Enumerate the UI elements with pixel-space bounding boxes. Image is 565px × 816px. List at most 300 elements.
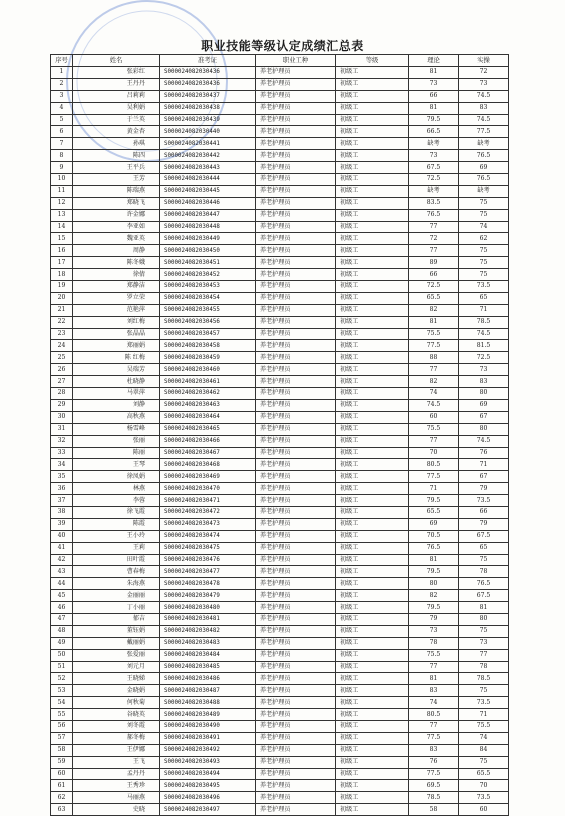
table-row [51, 744, 509, 756]
table-row [51, 459, 509, 471]
row-exam-id: S000024082030458 [160, 340, 256, 352]
row-name: 吕莉莉 [73, 90, 160, 102]
row-exam-id: S000024082030491 [160, 732, 256, 744]
row-practice-score: 78.5 [459, 316, 509, 328]
row-level: 初级工 [336, 281, 409, 293]
row-occupation: 养老护理员 [256, 185, 336, 197]
row-level: 初级工 [336, 673, 409, 685]
row-level: 初级工 [336, 304, 409, 316]
table-row [51, 495, 509, 507]
table-row [51, 768, 509, 780]
row-exam-id: S000024082030483 [160, 637, 256, 649]
row-name: 金丽丽 [73, 590, 160, 602]
row-theory-score: 81 [409, 554, 459, 566]
row-practice-score: 71 [459, 459, 509, 471]
row-exam-id: S000024082030451 [160, 257, 256, 269]
table-row [51, 804, 509, 816]
row-theory-score: 79.5 [409, 114, 459, 126]
row-index: 24 [51, 340, 73, 352]
table-row [51, 780, 509, 792]
row-theory-score: 83.5 [409, 197, 459, 209]
row-name: 李亚如 [73, 221, 160, 233]
row-name: 陈 红梅 [73, 352, 160, 364]
row-practice-score: 76.5 [459, 174, 509, 186]
row-practice-score: 75 [459, 245, 509, 257]
row-occupation: 养老护理员 [256, 162, 336, 174]
row-name: 黄金杏 [73, 126, 160, 138]
row-exam-id: S000024082030480 [160, 602, 256, 614]
table-row [51, 364, 509, 376]
row-index: 29 [51, 399, 73, 411]
row-index: 25 [51, 352, 73, 364]
table-row [51, 78, 509, 90]
table-row [51, 138, 509, 150]
row-exam-id: S000024082030488 [160, 697, 256, 709]
row-name: 刘红梅 [73, 316, 160, 328]
row-level: 初级工 [336, 269, 409, 281]
row-name: 郑晓飞 [73, 197, 160, 209]
row-practice-score: 75 [459, 554, 509, 566]
row-level: 初级工 [336, 328, 409, 340]
row-occupation: 养老护理员 [256, 756, 336, 768]
row-level: 初级工 [336, 162, 409, 174]
row-theory-score: 75.5 [409, 328, 459, 340]
row-name: 王秀珍 [73, 780, 160, 792]
row-practice-score: 74.5 [459, 328, 509, 340]
row-level: 初级工 [336, 756, 409, 768]
row-occupation: 养老护理员 [256, 340, 336, 352]
row-name: 王莉 [73, 542, 160, 554]
row-practice-score: 73 [459, 78, 509, 90]
row-practice-score: 80 [459, 423, 509, 435]
row-occupation: 养老护理员 [256, 281, 336, 293]
row-occupation: 养老护理员 [256, 483, 336, 495]
row-level: 初级工 [336, 221, 409, 233]
row-occupation: 养老护理员 [256, 661, 336, 673]
row-theory-score: 79.5 [409, 566, 459, 578]
row-occupation: 养老护理员 [256, 506, 336, 518]
row-name: 陈四 [73, 150, 160, 162]
row-theory-score: 73 [409, 625, 459, 637]
row-exam-id: S000024082030446 [160, 197, 256, 209]
row-level: 初级工 [336, 185, 409, 197]
row-index: 32 [51, 435, 73, 447]
row-practice-score: 77.5 [459, 126, 509, 138]
row-theory-score: 缺考 [409, 138, 459, 150]
row-practice-score: 76 [459, 447, 509, 459]
row-exam-id: S000024082030484 [160, 649, 256, 661]
row-index: 5 [51, 114, 73, 126]
table-row [51, 67, 509, 79]
row-occupation: 养老护理员 [256, 209, 336, 221]
row-occupation: 养老护理员 [256, 566, 336, 578]
row-level: 初级工 [336, 209, 409, 221]
row-practice-score: 缺考 [459, 138, 509, 150]
row-name: 许金娜 [73, 209, 160, 221]
row-index: 50 [51, 649, 73, 661]
row-occupation: 养老护理员 [256, 174, 336, 186]
row-name: 马翠萍 [73, 388, 160, 400]
row-exam-id: S000024082030492 [160, 744, 256, 756]
row-exam-id: S000024082030485 [160, 661, 256, 673]
row-theory-score: 77 [409, 245, 459, 257]
row-practice-score: 79 [459, 518, 509, 530]
row-theory-score: 81 [409, 102, 459, 114]
row-theory-score: 77 [409, 720, 459, 732]
row-theory-score: 80.5 [409, 709, 459, 721]
row-name: 范艳萍 [73, 304, 160, 316]
row-index: 10 [51, 174, 73, 186]
row-theory-score: 70.5 [409, 530, 459, 542]
row-practice-score: 75 [459, 625, 509, 637]
row-occupation: 养老护理员 [256, 435, 336, 447]
row-index: 20 [51, 292, 73, 304]
row-theory-score: 77.5 [409, 768, 459, 780]
table-row [51, 162, 509, 174]
row-occupation: 养老护理员 [256, 245, 336, 257]
row-name: 李蓉 [73, 495, 160, 507]
row-practice-score: 74 [459, 732, 509, 744]
row-practice-score: 77 [459, 649, 509, 661]
row-practice-score: 73.5 [459, 792, 509, 804]
row-occupation: 养老护理员 [256, 697, 336, 709]
row-practice-score: 75 [459, 756, 509, 768]
row-level: 初级工 [336, 542, 409, 554]
row-index: 19 [51, 281, 73, 293]
row-index: 63 [51, 804, 73, 816]
row-occupation: 养老护理员 [256, 221, 336, 233]
row-exam-id: S000024082030494 [160, 768, 256, 780]
header-theory: 理论 [409, 55, 459, 67]
row-level: 初级工 [336, 78, 409, 90]
row-name: 杜晓静 [73, 376, 160, 388]
row-level: 初级工 [336, 483, 409, 495]
row-theory-score: 72.5 [409, 174, 459, 186]
row-name: 吴瑞芳 [73, 364, 160, 376]
table-row [51, 221, 509, 233]
table-row [51, 292, 509, 304]
table-row [51, 435, 509, 447]
row-index: 56 [51, 720, 73, 732]
row-theory-score: 81 [409, 673, 459, 685]
row-practice-score: 81 [459, 602, 509, 614]
row-exam-id: S000024082030436 [160, 78, 256, 90]
row-occupation: 养老护理员 [256, 685, 336, 697]
row-level: 初级工 [336, 602, 409, 614]
row-exam-id: S000024082030438 [160, 102, 256, 114]
row-name: 林燕 [73, 483, 160, 495]
row-level: 初级工 [336, 245, 409, 257]
table-row [51, 554, 509, 566]
row-level: 初级工 [336, 292, 409, 304]
row-level: 初级工 [336, 316, 409, 328]
score-table [50, 54, 509, 816]
row-exam-id: S000024082030437 [160, 90, 256, 102]
row-practice-score: 76.5 [459, 150, 509, 162]
row-occupation: 养老护理员 [256, 90, 336, 102]
row-occupation: 养老护理员 [256, 399, 336, 411]
row-exam-id: S000024082030448 [160, 221, 256, 233]
table-row [51, 506, 509, 518]
row-exam-id: S000024082030479 [160, 590, 256, 602]
row-theory-score: 82 [409, 590, 459, 602]
row-practice-score: 75 [459, 269, 509, 281]
row-name: 田叶霞 [73, 554, 160, 566]
row-theory-score: 76.5 [409, 209, 459, 221]
row-name: 徐飞霞 [73, 506, 160, 518]
row-level: 初级工 [336, 506, 409, 518]
row-name: 张彩红 [73, 67, 160, 79]
row-occupation: 养老护理员 [256, 411, 336, 423]
header-exam-id: 准考证 [160, 55, 256, 67]
row-level: 初级工 [336, 257, 409, 269]
row-level: 初级工 [336, 174, 409, 186]
row-exam-id: S000024082030439 [160, 114, 256, 126]
row-name: 陈丽 [73, 447, 160, 459]
row-index: 26 [51, 364, 73, 376]
row-theory-score: 79.5 [409, 495, 459, 507]
table-row [51, 542, 509, 554]
row-exam-id: S000024082030495 [160, 780, 256, 792]
row-occupation: 养老护理员 [256, 364, 336, 376]
table-row [51, 661, 509, 673]
row-occupation: 养老护理员 [256, 269, 336, 281]
row-exam-id: S000024082030453 [160, 281, 256, 293]
row-practice-score: 71 [459, 709, 509, 721]
row-level: 初级工 [336, 625, 409, 637]
table-row [51, 102, 509, 114]
row-index: 47 [51, 613, 73, 625]
row-exam-id: S000024082030482 [160, 625, 256, 637]
row-occupation: 养老护理员 [256, 233, 336, 245]
row-exam-id: S000024082030469 [160, 471, 256, 483]
row-index: 13 [51, 209, 73, 221]
row-index: 3 [51, 90, 73, 102]
row-occupation: 养老护理员 [256, 732, 336, 744]
row-practice-score: 69 [459, 399, 509, 411]
row-occupation: 养老护理员 [256, 376, 336, 388]
row-exam-id: S000024082030467 [160, 447, 256, 459]
row-index: 61 [51, 780, 73, 792]
table-row [51, 269, 509, 281]
row-practice-score: 73.5 [459, 495, 509, 507]
row-name: 徐倩 [73, 269, 160, 281]
row-level: 初级工 [336, 352, 409, 364]
row-theory-score: 76 [409, 756, 459, 768]
row-exam-id: S000024082030464 [160, 411, 256, 423]
row-exam-id: S000024082030454 [160, 292, 256, 304]
row-name: 王飞 [73, 756, 160, 768]
row-name: 戴丽娟 [73, 637, 160, 649]
row-practice-score: 71 [459, 304, 509, 316]
table-row [51, 411, 509, 423]
row-exam-id: S000024082030463 [160, 399, 256, 411]
row-theory-score: 81 [409, 316, 459, 328]
row-name: 郑静洁 [73, 281, 160, 293]
row-practice-score: 65 [459, 292, 509, 304]
row-index: 7 [51, 138, 73, 150]
row-theory-score: 76.5 [409, 542, 459, 554]
row-index: 9 [51, 162, 73, 174]
row-name: 金晓娟 [73, 685, 160, 697]
row-name: 史晓 [73, 804, 160, 816]
row-occupation: 养老护理员 [256, 328, 336, 340]
row-exam-id: S000024082030489 [160, 709, 256, 721]
table-row [51, 150, 509, 162]
table-row [51, 126, 509, 138]
row-level: 初级工 [336, 340, 409, 352]
table-row [51, 316, 509, 328]
row-index: 49 [51, 637, 73, 649]
row-occupation: 养老护理员 [256, 780, 336, 792]
row-occupation: 养老护理员 [256, 257, 336, 269]
row-theory-score: 77 [409, 435, 459, 447]
row-practice-score: 72 [459, 67, 509, 79]
row-theory-score: 88 [409, 352, 459, 364]
table-row [51, 709, 509, 721]
table-row [51, 328, 509, 340]
row-index: 38 [51, 506, 73, 518]
row-practice-score: 74.5 [459, 90, 509, 102]
table-row [51, 209, 509, 221]
row-theory-score: 80.5 [409, 459, 459, 471]
row-level: 初级工 [336, 447, 409, 459]
table-row [51, 471, 509, 483]
table-row [51, 518, 509, 530]
row-practice-score: 78 [459, 661, 509, 673]
row-index: 59 [51, 756, 73, 768]
row-occupation: 养老护理员 [256, 649, 336, 661]
row-theory-score: 78 [409, 637, 459, 649]
row-level: 初级工 [336, 732, 409, 744]
row-occupation: 养老护理员 [256, 637, 336, 649]
header-occupation: 职业工种 [256, 55, 336, 67]
row-occupation: 养老护理员 [256, 542, 336, 554]
row-practice-score: 75 [459, 685, 509, 697]
row-theory-score: 60 [409, 411, 459, 423]
table-row [51, 376, 509, 388]
row-exam-id: S000024082030462 [160, 388, 256, 400]
row-level: 初级工 [336, 399, 409, 411]
row-occupation: 养老护理员 [256, 744, 336, 756]
row-exam-id: S000024082030455 [160, 304, 256, 316]
row-theory-score: 65.5 [409, 506, 459, 518]
row-occupation: 养老护理员 [256, 352, 336, 364]
row-level: 初级工 [336, 590, 409, 602]
row-occupation: 养老护理员 [256, 578, 336, 590]
row-theory-score: 66 [409, 269, 459, 281]
row-name: 张晶晶 [73, 328, 160, 340]
row-index: 53 [51, 685, 73, 697]
row-occupation: 养老护理员 [256, 316, 336, 328]
row-exam-id: S000024082030487 [160, 685, 256, 697]
row-name: 张爱丽 [73, 649, 160, 661]
row-practice-score: 67.5 [459, 590, 509, 602]
row-level: 初级工 [336, 138, 409, 150]
row-exam-id: S000024082030473 [160, 518, 256, 530]
row-practice-score: 80 [459, 613, 509, 625]
row-theory-score: 77 [409, 364, 459, 376]
row-occupation: 养老护理员 [256, 530, 336, 542]
row-index: 33 [51, 447, 73, 459]
row-exam-id: S000024082030465 [160, 423, 256, 435]
row-theory-score: 70 [409, 447, 459, 459]
row-index: 15 [51, 233, 73, 245]
table-row [51, 685, 509, 697]
row-theory-score: 69.5 [409, 780, 459, 792]
row-occupation: 养老护理员 [256, 554, 336, 566]
row-index: 14 [51, 221, 73, 233]
row-index: 18 [51, 269, 73, 281]
row-practice-score: 67 [459, 471, 509, 483]
row-theory-score: 79.5 [409, 602, 459, 614]
table-row [51, 613, 509, 625]
row-level: 初级工 [336, 768, 409, 780]
row-index: 62 [51, 792, 73, 804]
row-name: 郑丽娟 [73, 340, 160, 352]
row-theory-score: 77 [409, 221, 459, 233]
row-exam-id: S000024082030476 [160, 554, 256, 566]
row-occupation: 养老护理员 [256, 138, 336, 150]
row-occupation: 养老护理员 [256, 150, 336, 162]
row-index: 42 [51, 554, 73, 566]
row-occupation: 养老护理员 [256, 304, 336, 316]
row-occupation: 养老护理员 [256, 590, 336, 602]
row-name: 陈霞 [73, 518, 160, 530]
row-theory-score: 71 [409, 483, 459, 495]
header-index: 序号 [51, 55, 73, 67]
row-index: 8 [51, 150, 73, 162]
row-exam-id: S000024082030442 [160, 150, 256, 162]
row-index: 27 [51, 376, 73, 388]
table-row [51, 388, 509, 400]
row-level: 初级工 [336, 411, 409, 423]
row-level: 初级工 [336, 435, 409, 447]
row-exam-id: S000024082030449 [160, 233, 256, 245]
row-theory-score: 83 [409, 685, 459, 697]
row-theory-score: 77.5 [409, 732, 459, 744]
row-occupation: 养老护理员 [256, 459, 336, 471]
row-index: 58 [51, 744, 73, 756]
row-theory-score: 75.5 [409, 649, 459, 661]
table-row [51, 530, 509, 542]
row-name: 于兰英 [73, 114, 160, 126]
row-theory-score: 72 [409, 233, 459, 245]
row-occupation: 养老护理员 [256, 804, 336, 816]
row-name: 杨雪峰 [73, 423, 160, 435]
table-row [51, 483, 509, 495]
table-row [51, 673, 509, 685]
row-exam-id: S000024082030447 [160, 209, 256, 221]
row-name: 高秋燕 [73, 411, 160, 423]
row-exam-id: S000024082030481 [160, 613, 256, 625]
row-name: 朱海燕 [73, 578, 160, 590]
row-name: 陈冬娥 [73, 257, 160, 269]
row-theory-score: 74 [409, 697, 459, 709]
table-row [51, 566, 509, 578]
row-exam-id: S000024082030459 [160, 352, 256, 364]
row-theory-score: 73 [409, 150, 459, 162]
row-level: 初级工 [336, 459, 409, 471]
row-name: 刘元月 [73, 661, 160, 673]
row-index: 46 [51, 602, 73, 614]
row-occupation: 养老护理员 [256, 602, 336, 614]
row-name: 王平兵 [73, 162, 160, 174]
row-name: 刘静 [73, 399, 160, 411]
row-exam-id: S000024082030457 [160, 328, 256, 340]
row-practice-score: 76.5 [459, 578, 509, 590]
row-index: 36 [51, 483, 73, 495]
